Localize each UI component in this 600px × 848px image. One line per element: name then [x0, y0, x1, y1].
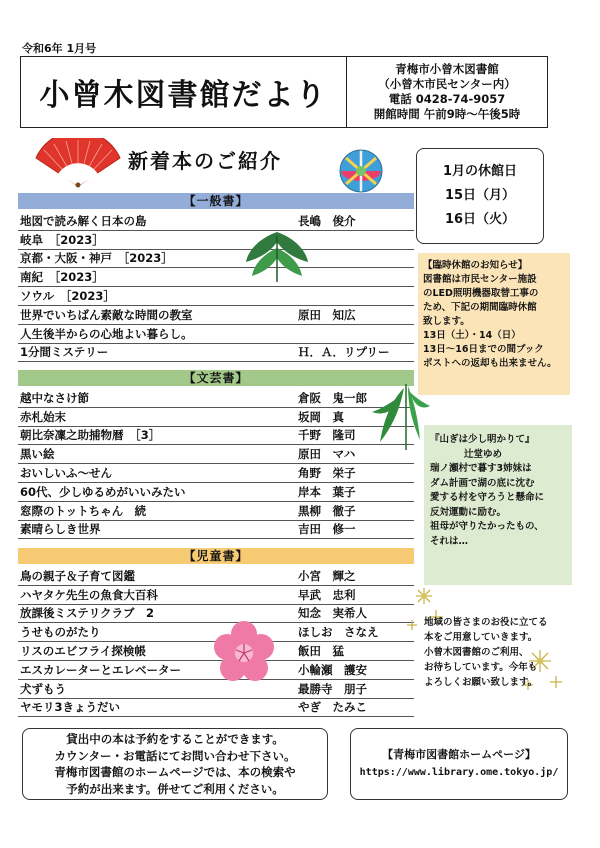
book-row: [18, 389, 414, 408]
book-author: 知念 実希人: [298, 606, 367, 621]
closed-day: 16日（火）: [444, 212, 516, 227]
book-row: [18, 231, 414, 250]
notice-line: ため、下記の期間臨時休館: [423, 302, 537, 313]
book-row: [18, 408, 414, 427]
book-title: 岐阜 ［2023］: [20, 232, 104, 247]
book-author: 黒柳 徹子: [298, 503, 356, 518]
book-title: 人生後半からの心地よい暮らし。: [20, 326, 193, 341]
greeting-line: お待ちしています。今年も: [424, 662, 538, 673]
book-title: 赤札始末: [20, 409, 66, 424]
book-author: 小宮 輝之: [298, 568, 356, 583]
homepage-url[interactable]: https://www.library.ome.tokyo.jp/: [359, 767, 559, 778]
featured-book-title: 『山ぎは少し明かりて』: [430, 434, 535, 445]
notice-line: ポストへの返却も出来ません。: [423, 358, 557, 369]
book-row: [18, 325, 414, 344]
book-title: ヤモリ3きょうだい: [20, 700, 121, 715]
book-title: リスのエビフライ探検帳: [20, 644, 146, 659]
book-title: ソウル ［2023］: [20, 289, 115, 304]
featured-book-line: 反対運動に励む。: [430, 506, 507, 518]
book-title: 鳥の親子＆子育て図鑑: [20, 568, 135, 583]
greeting-line: よろしくお願い致します。: [424, 677, 538, 688]
reservation-info: [22, 728, 328, 800]
book-author: ほしお さなえ: [298, 625, 379, 640]
notice-line: 図書館は市民センター施設: [423, 274, 537, 285]
temari-ball-icon: [338, 148, 384, 194]
featured-book-author: 辻堂ゆめ: [464, 448, 503, 460]
closure-notice: [418, 253, 570, 395]
homepage-label: 【青梅市図書館ホームページ】: [382, 748, 536, 761]
book-author: 千野 隆司: [298, 428, 356, 443]
notice-line: 致します。: [423, 316, 470, 327]
book-title: エスカレーターとエレベーター: [20, 662, 181, 677]
book-author: 角野 栄子: [298, 466, 356, 481]
book-author: 吉田 修一: [298, 522, 356, 537]
book-row: [18, 268, 414, 287]
newsletter-title: 小曾木図書館だより: [21, 57, 347, 127]
book-title: 世界でいちばん素敵な時間の教室: [20, 307, 193, 322]
new-books-heading: 新着本のご紹介: [128, 149, 282, 173]
reservation-line: 青梅市図書館のホームページでは、本の検索や: [54, 765, 296, 779]
notice-heading: 【臨時休館のお知らせ】: [423, 260, 528, 271]
book-title: 1分間ミステリー: [20, 345, 109, 360]
book-author: 最勝寺 朋子: [298, 681, 367, 696]
book-row: [18, 250, 414, 269]
book-title: 黒い絵: [20, 447, 55, 462]
reservation-line: 貸出中の本は予約をすることができます。: [66, 732, 284, 746]
homepage-box: [350, 728, 568, 800]
book-author: 長嶋 俊介: [298, 213, 356, 228]
book-title: 犬ずもう: [20, 681, 66, 696]
book-list-literary: [18, 389, 414, 539]
section-header-literary: 【文芸書】: [18, 370, 414, 386]
greeting-line: 地域の皆さまのお役に立てる: [424, 617, 548, 628]
library-location: （小曾木市民センター内）: [378, 77, 516, 91]
notice-line: のLED照明機器取替工事の: [423, 288, 539, 299]
book-author: 原田 知広: [298, 307, 356, 322]
book-row: [18, 344, 414, 363]
newsletter-header: [20, 56, 548, 128]
book-title: ハヤタケ先生の魚食大百科: [20, 587, 158, 602]
book-title: 放課後ミステリクラブ 2: [20, 606, 155, 621]
featured-book-line: 愛する村を守ろうと懸命に: [430, 492, 545, 503]
book-title: おいしいふ～せん: [20, 466, 112, 481]
book-author: 岸本 葉子: [298, 484, 356, 499]
book-author: 小輪瀬 護安: [298, 662, 367, 677]
issue-label: 令和6年 1月号: [22, 42, 97, 55]
featured-book-line: 瑞ノ瀬村で暮す3姉妹は: [430, 463, 532, 474]
featured-book-line: ダム計画で湖の底に沈む: [430, 477, 535, 489]
book-title: 60代、少しゆるめがいいみたい: [20, 484, 186, 499]
book-row: [18, 306, 414, 325]
book-row: [18, 483, 414, 502]
book-author: 倉阪 鬼一郎: [298, 390, 367, 405]
book-row: [18, 521, 414, 540]
featured-book: [424, 425, 572, 585]
section-header-children: 【児童書】: [18, 548, 414, 564]
section-header-general: 【一般書】: [18, 193, 414, 209]
closed-day: 15日（月）: [444, 188, 516, 203]
greeting-message: [424, 615, 564, 690]
book-title: 窓際のトットちゃん 続: [20, 503, 147, 518]
book-row: [18, 502, 414, 521]
book-author: 早武 忠利: [298, 587, 356, 602]
book-row: [18, 212, 414, 231]
plum-blossom-icon: [212, 620, 276, 684]
book-row: [18, 586, 414, 605]
notice-line: 13日（土）・14（日）: [423, 330, 521, 341]
featured-book-line: 祖母が守りたかったもの、: [430, 521, 544, 532]
book-title: 朝比奈凜之助捕物暦 ［3］: [20, 428, 161, 443]
book-row: [18, 464, 414, 483]
reservation-line: カウンター・お電話にてお問い合わせ下さい。: [54, 748, 296, 763]
library-hours: 開館時間 午前9時～午後5時: [373, 107, 521, 121]
book-author: 坂岡 真: [298, 409, 344, 424]
pine-icon: [240, 228, 314, 284]
book-title: 素晴らしき世界: [20, 522, 101, 537]
book-author: やぎ たみこ: [298, 700, 367, 715]
book-row: [18, 567, 414, 586]
book-title: 京都・大阪・神戸 ［2023］: [20, 251, 173, 266]
book-author: Ｈ．Ａ．リプリー: [298, 345, 390, 360]
book-title: うせものがたり: [20, 625, 101, 640]
greeting-line: 小曾木図書館のご利用、: [424, 647, 529, 658]
featured-book-line: それは…: [430, 535, 469, 547]
library-phone: 電話 0428-74-9057: [388, 92, 506, 106]
library-info: [347, 57, 547, 127]
book-row: [18, 287, 414, 306]
closed-days-box: [416, 148, 544, 244]
library-name: 青梅市小曾木図書館: [395, 62, 499, 76]
book-list-general: [18, 212, 414, 362]
notice-line: 13日～16日までの間ブック: [423, 344, 544, 355]
book-author: 飯田 猛: [298, 644, 344, 659]
book-title: 南紀 ［2023］: [20, 270, 104, 285]
book-row: [18, 427, 414, 446]
book-row: [18, 699, 414, 718]
book-row: [18, 445, 414, 464]
folding-fan-icon: [30, 138, 126, 188]
book-title: 地図で読み解く日本の島: [20, 213, 147, 228]
book-title: 越中なさけ節: [20, 390, 89, 405]
book-author: 原田 マハ: [298, 447, 356, 462]
closed-days-title: 1月の休館日: [442, 164, 518, 179]
reservation-line: 予約が出来ます。併せてご利用ください。: [66, 781, 284, 796]
greeting-line: 本をご用意していきます。: [424, 632, 538, 643]
